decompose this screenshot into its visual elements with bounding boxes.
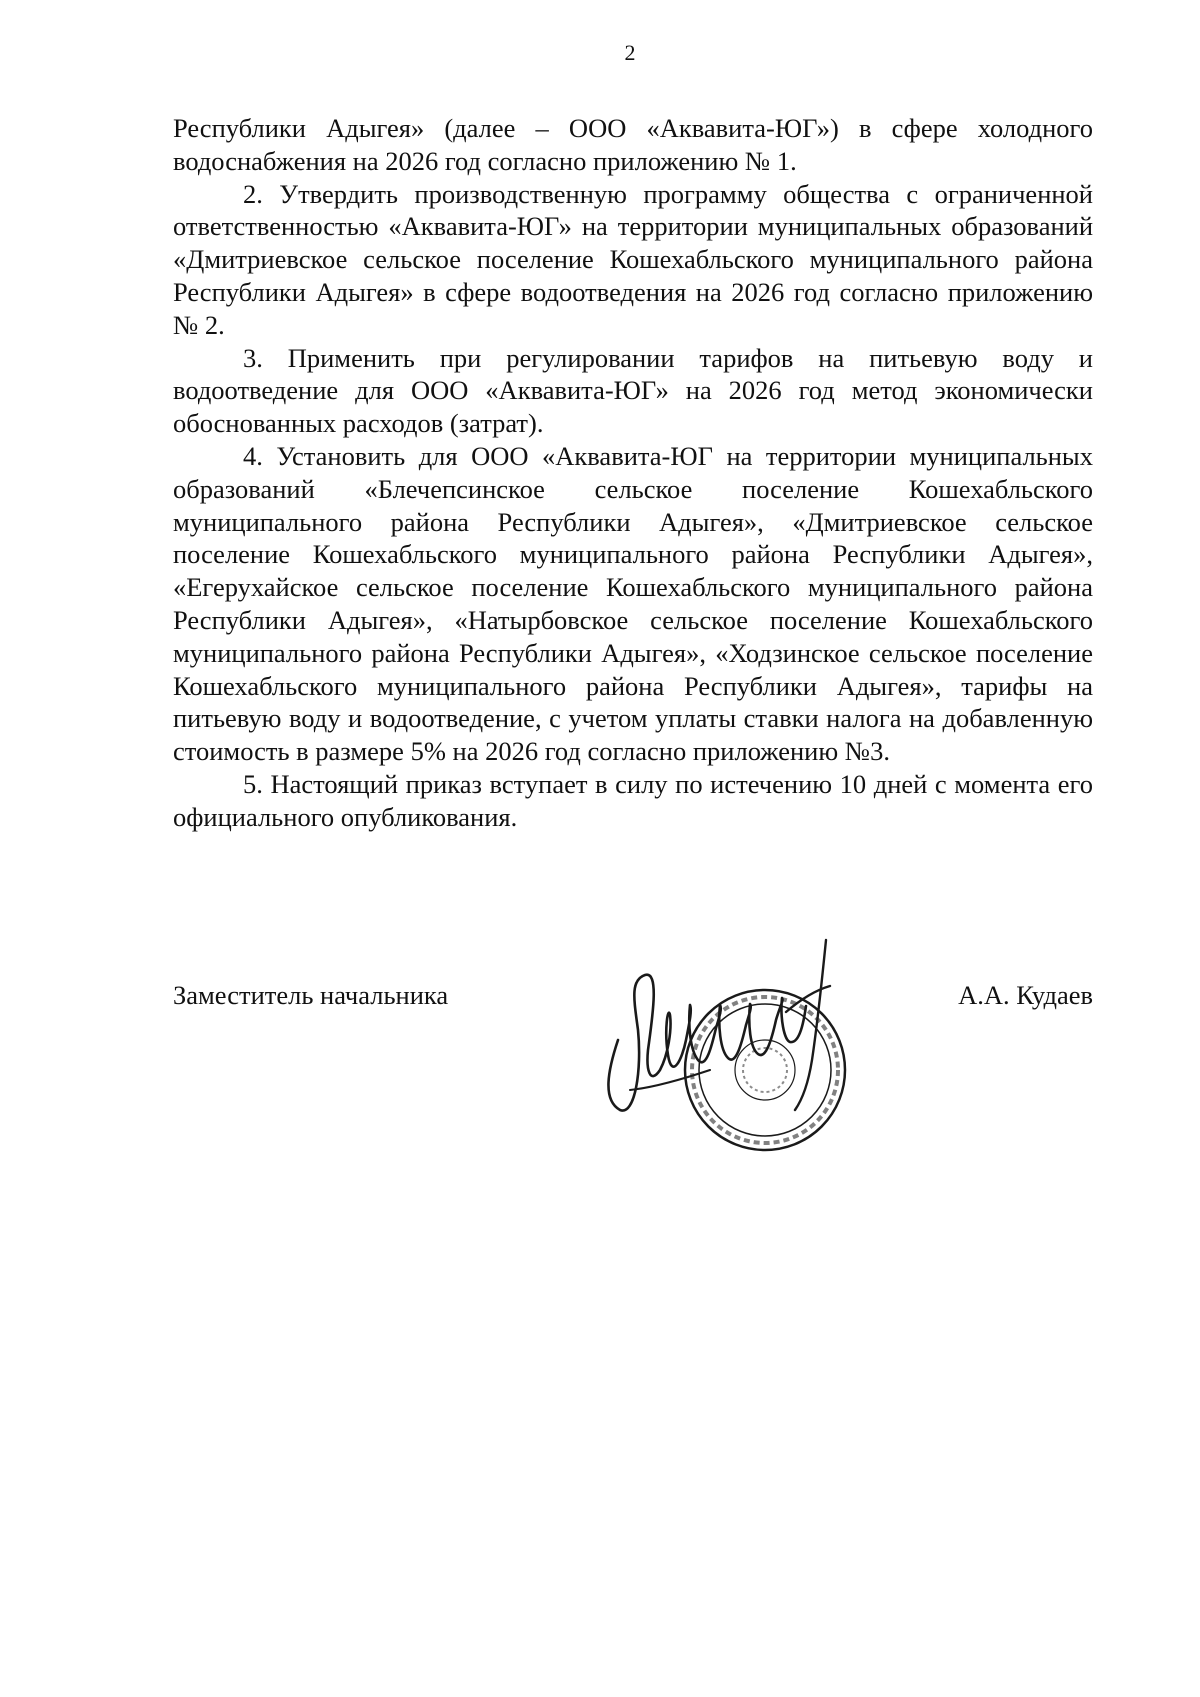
paragraph-5: 5. Настоящий приказ вступает в силу по истечению 10 дней с момента его официального опубликования. <box>173 768 1093 832</box>
page-number: 2 <box>624 40 636 65</box>
paragraph-1: Республики Адыгея» (далее – ООО «Аквавита-ЮГ») в сфере холодного водоснабжения на 2026 год согласно приложению № 1. <box>173 113 1093 176</box>
document-body <box>173 112 1093 834</box>
signatory-title: Заместитель начальника <box>173 980 449 1010</box>
signatory-name: А.А. Кудаев <box>958 980 1093 1010</box>
paragraph-3: 3. Применить при регулировании тарифов на питьевую воду и водоотведение для ООО «Аквавита-ЮГ» на 2026 год метод экономически обоснованных расходов (затрат). <box>173 342 1093 439</box>
paragraph-4: 4. Установить для ООО «Аквавита-ЮГ на территории муниципальных образований «Блечепсинское сельское поселение Кошехабльского муниципального района Республики Адыгея», «Дмитриевское сельское поселение Кошехабльского муниципального района Республики Адыгея», «Егерухайское сельское поселение Кошехабльского муниципального района Республики Адыгея», «Натырбовское сельское поселение Кошехабльского муниципального района Республики Адыгея», «Ходзинское сельское поселение Кошехабльского муниципального района Республики Адыгея», тарифы на питьевую воду и водоотведение, с учетом уплаты ставки налога на добавленную стоимость в размере 5% на 2026 год согласно приложению №3. <box>173 440 1093 767</box>
paragraph-2: 2. Утвердить производственную программу общества с ограниченной ответственностью «Аквавита-ЮГ» на территории муниципальных образований «Дмитриевское сельское поселение Кошехабльского муниципального района Республики Адыгея» в сфере водоотведения на 2026 год согласно приложению № 2. <box>173 178 1093 340</box>
seal-and-signature-icon <box>590 920 890 1160</box>
